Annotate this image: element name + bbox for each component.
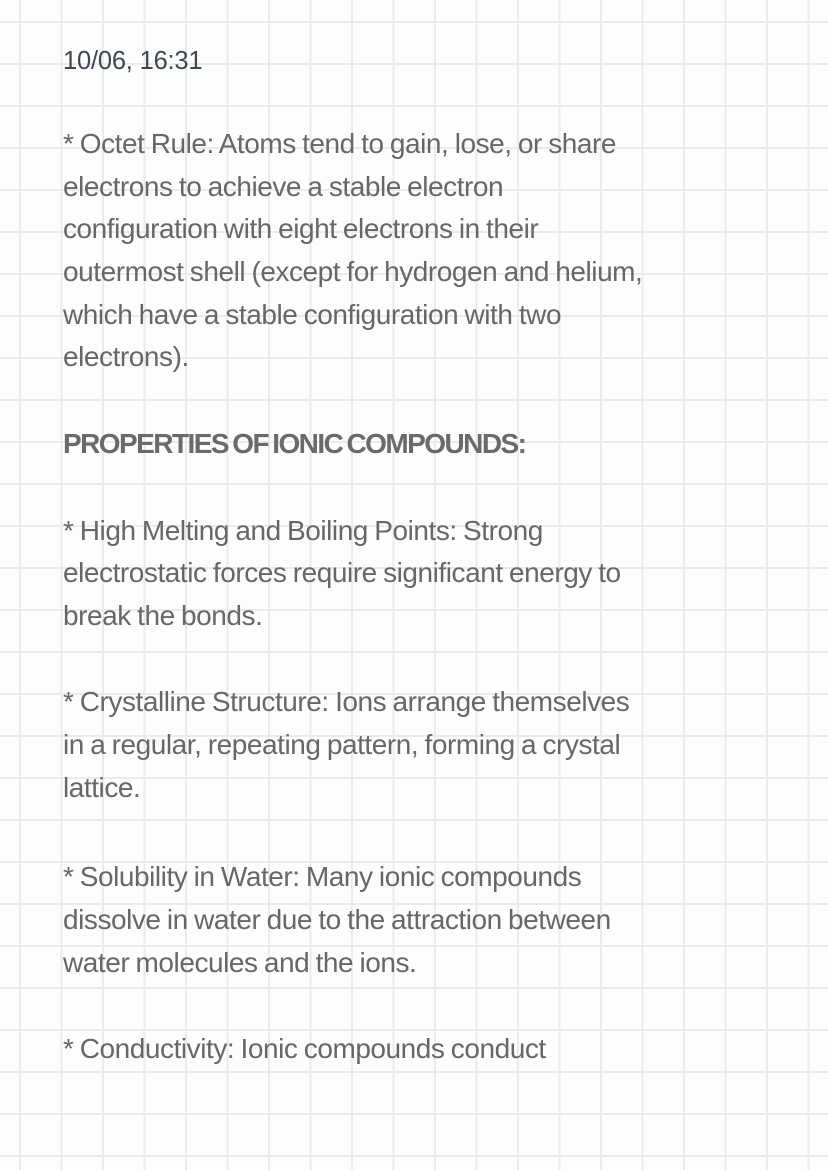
text-line: * Octet Rule: Atoms tend to gain, lose, or share [63, 128, 617, 159]
text-line: electrons). [63, 341, 189, 373]
text-line: * Crystalline Structure: Ions arrange themselves [63, 686, 630, 718]
text-line: * Solubility in Water: Many ionic compounds [63, 861, 582, 893]
text-line: in a regular, repeating pattern, forming a crystal [63, 729, 621, 760]
text-line: electrons to achieve a stable electron [63, 170, 504, 202]
text-line: configuration with eight electrons in their [63, 213, 539, 244]
text-line: * Conductivity: Ionic compounds conduct [63, 1033, 546, 1064]
note-timestamp: 10/06, 16:31 [63, 47, 203, 75]
text-line: break the bonds. [63, 600, 263, 631]
text-line: * High Melting and Boiling Points: Strong [63, 514, 543, 546]
text-line: water molecules and the ions. [63, 946, 417, 978]
section-heading: PROPERTIES OF IONIC COMPOUNDS: [63, 428, 526, 459]
text-line: which have a stable configuration with two [63, 298, 562, 330]
text-line: dissolve in water due to the attraction between [63, 904, 611, 935]
text-line: lattice. [63, 771, 141, 803]
text-line: electrostatic forces require significant energy to [63, 557, 621, 589]
text-line: outermost shell (except for hydrogen and helium, [63, 256, 643, 288]
